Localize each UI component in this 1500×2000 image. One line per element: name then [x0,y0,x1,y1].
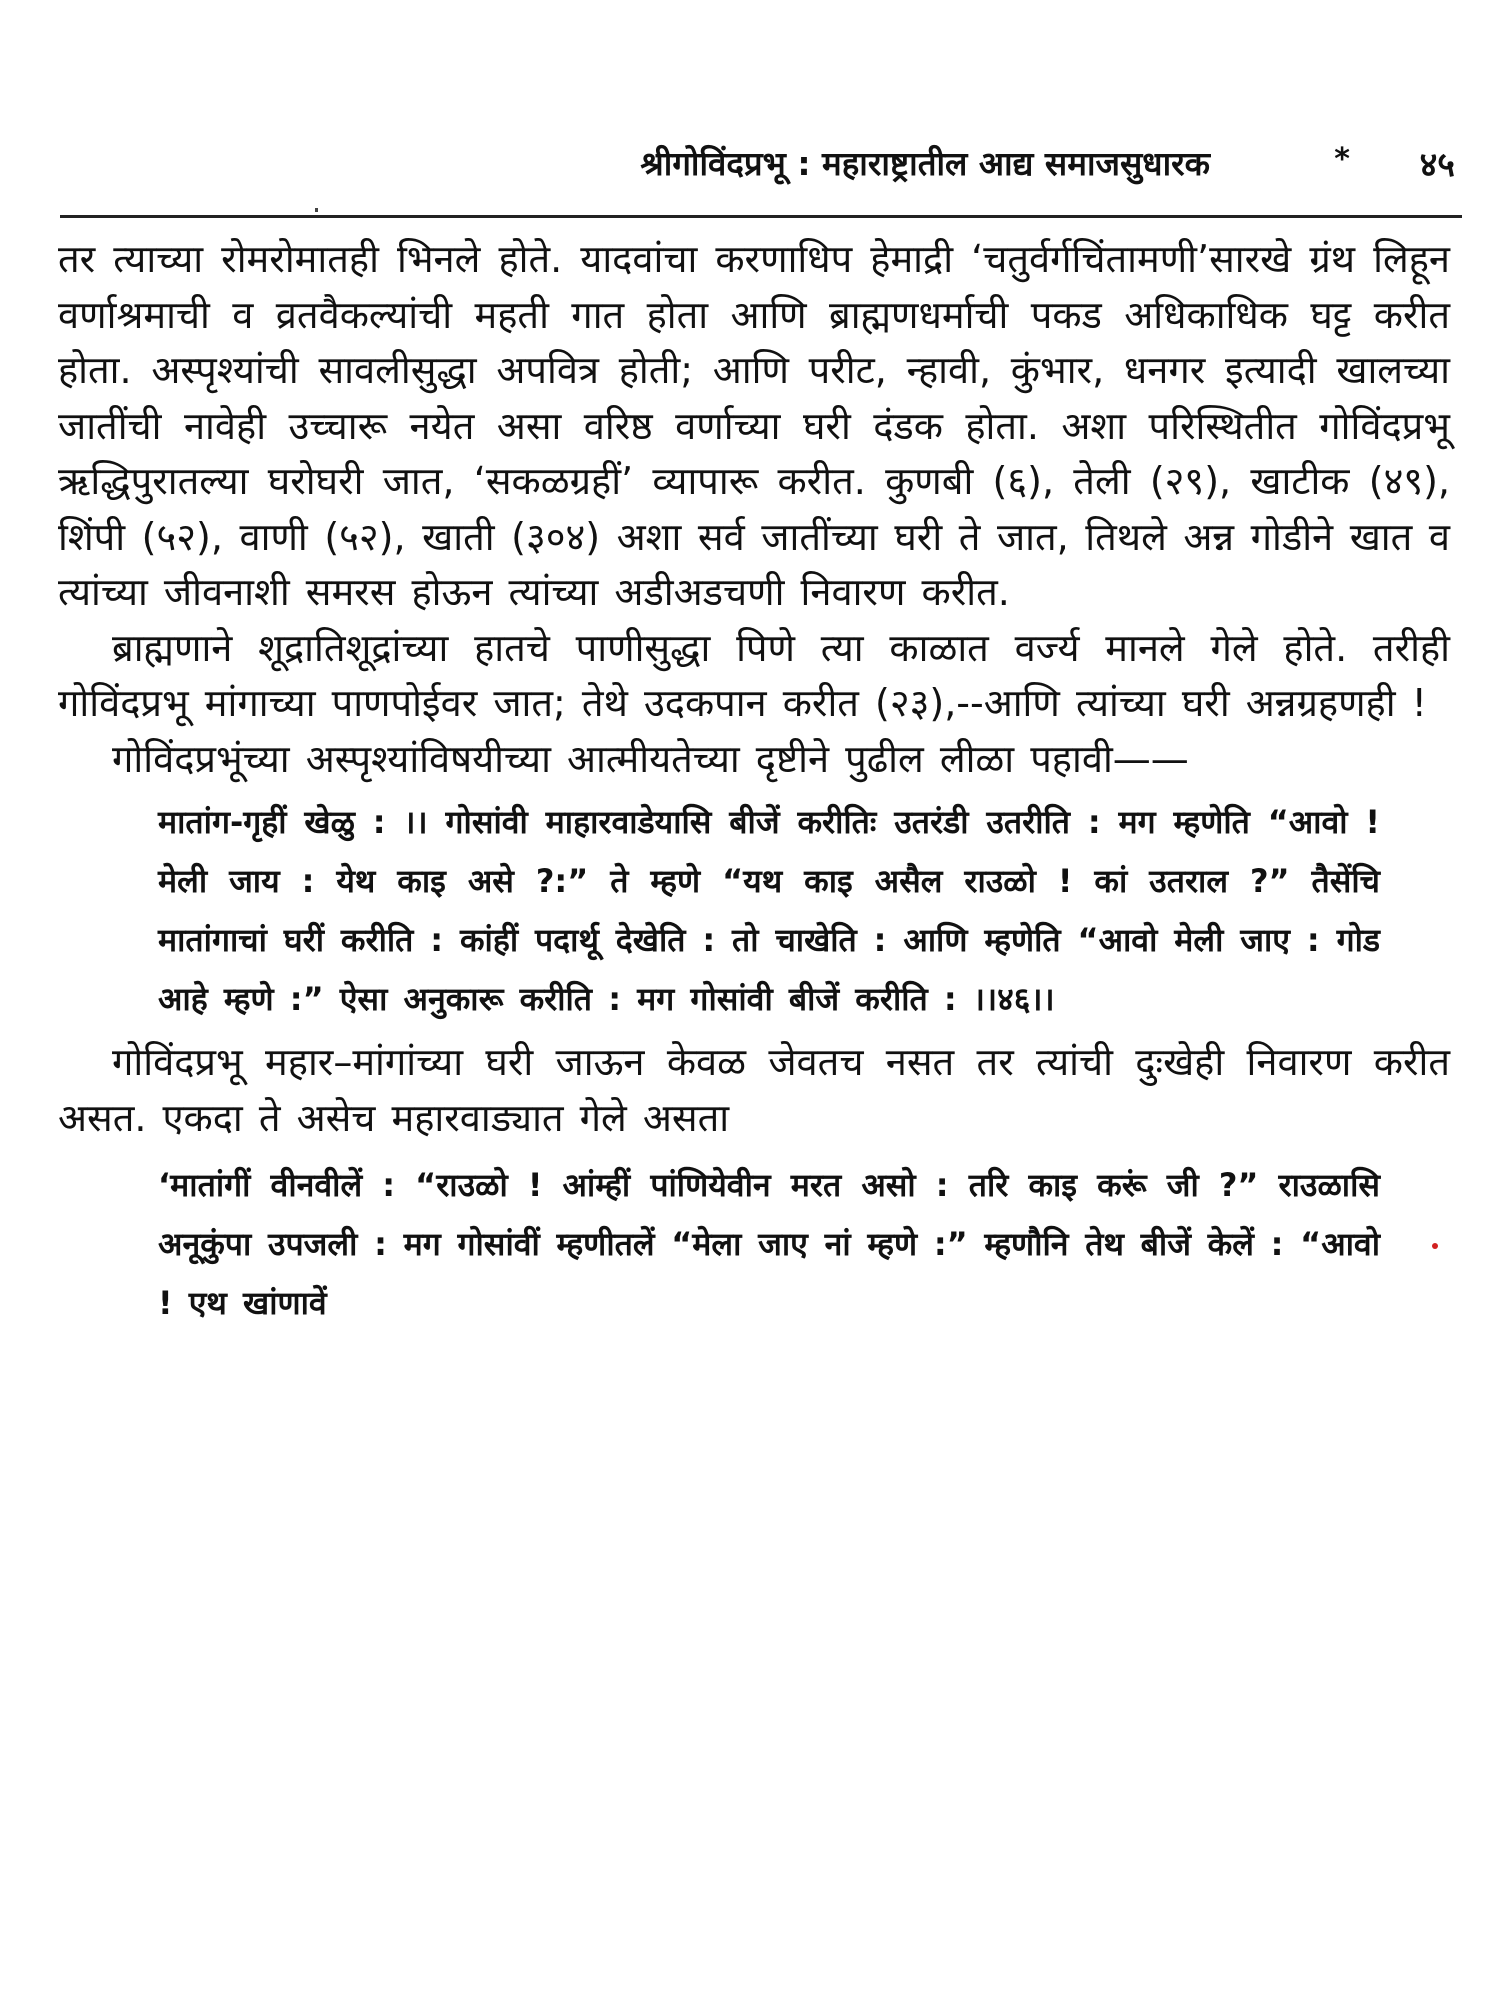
page-body [58,232,1450,1333]
paragraph-1: तर त्याच्या रोमरोमातही भिनले होते. यादवांचा करणाधिप हेमाद्री ‘चतुर्वर्गचिंतामणी’सारखे ग्रंथ लिहून वर्णाश्रमाची व व्रतवैकल्यांची महती गात होता आणि ब्राह्मणधर्माची पकड अधिकाधिक घट्ट करीत होता. अस्पृश्यांची सावलीसुद्धा अपवित्र होती; आणि परीट, न्हावी, कुंभार, धनगर इत्यादी खालच्या जातींची नावेही उच्चारू नयेत असा वरिष्ठ वर्णाच्या घरी दंडक होता. अशा परिस्थितीत गोविंदप्रभू ऋद्धिपुरातल्या घरोघरी जात, ‘सकळग्रहीं’ व्यापारू करीत. कुणबी (६), तेली (२९), खाटीक (४९), शिंपी (५२), वाणी (५२), खाती (३०४) अशा सर्व जातींच्या घरी ते जात, तिथले अन्न गोडीने खात व त्यांच्या जीवनाशी समरस होऊन त्यांच्या अडीअडचणी निवारण करीत. [58,237,1450,614]
ink-mark [1432,1243,1438,1249]
quotation-leela-46: मातांग-गृहीं खेळु : ।। गोसांवी माहारवाडेयासि बीजें करीतिः उतरंडी उतरीति : मग म्हणेति “आवो ! मेली जाय : येथ काइ असे ?:” ते म्हणे “यथ काइ असैल राउळो ! कां उतराल ?” तैसेंचि मातांगाचां घरीं करीति : कांहीं पदार्थू देखेति : तो चाखेति : आणि म्हणेति “आवो मेली जाए : गोड आहे म्हणे :” ऐसा अनुकारू करीति : मग गोसांवी बीजें करीति : ।।४६।। [158,803,1380,1018]
quotation-matangi: ‘मातांगीं वीनवीलें : “राउळो ! आंम्हीं पांणियेवीन मरत असो : तरि काइ करूं जी ?” राउळासि अनूकुंपा उपजली : मग गोसांवीं म्हणीतलें “मेला जाए नां म्हणे :” म्हणौनि तेथ बीजें केलें : “आवो ! एथ खांणावें [158,1166,1380,1322]
paragraph-4: गोविंदप्रभू महार–मांगांच्या घरी जाऊन केवळ जेवतच नसत तर त्यांची दुःखेही निवारण करीत असत. एकदा ते असेच महारवाड्यात गेले असता [58,1040,1450,1140]
running-title: श्रीगोविंदप्रभू : महाराष्ट्रातील आद्य समाजसुधारक [640,144,1210,183]
paragraph-2: ब्राह्मणाने शूद्रातिशूद्रांच्या हातचे पाणीसुद्धा पिणे त्या काळात वर्ज्य मानले गेले होते. तरीही गोविंदप्रभू मांगाच्या पाणपोईवर जात; तेथे उदकपान करीत (२३),--आणि त्यांच्या घरी अन्नग्रहणही ! [58,625,1450,725]
header-rule [60,215,1462,218]
print-speck [315,208,318,212]
paragraph-3: गोविंदप्रभूंच्या अस्पृश्यांविषयीच्या आत्मीयतेच्या दृष्टीने पुढील लीळा पहावी—— [112,736,1189,781]
header-star: * [1334,142,1350,177]
page-number: ४५ [1419,145,1455,185]
running-header [60,140,1460,200]
